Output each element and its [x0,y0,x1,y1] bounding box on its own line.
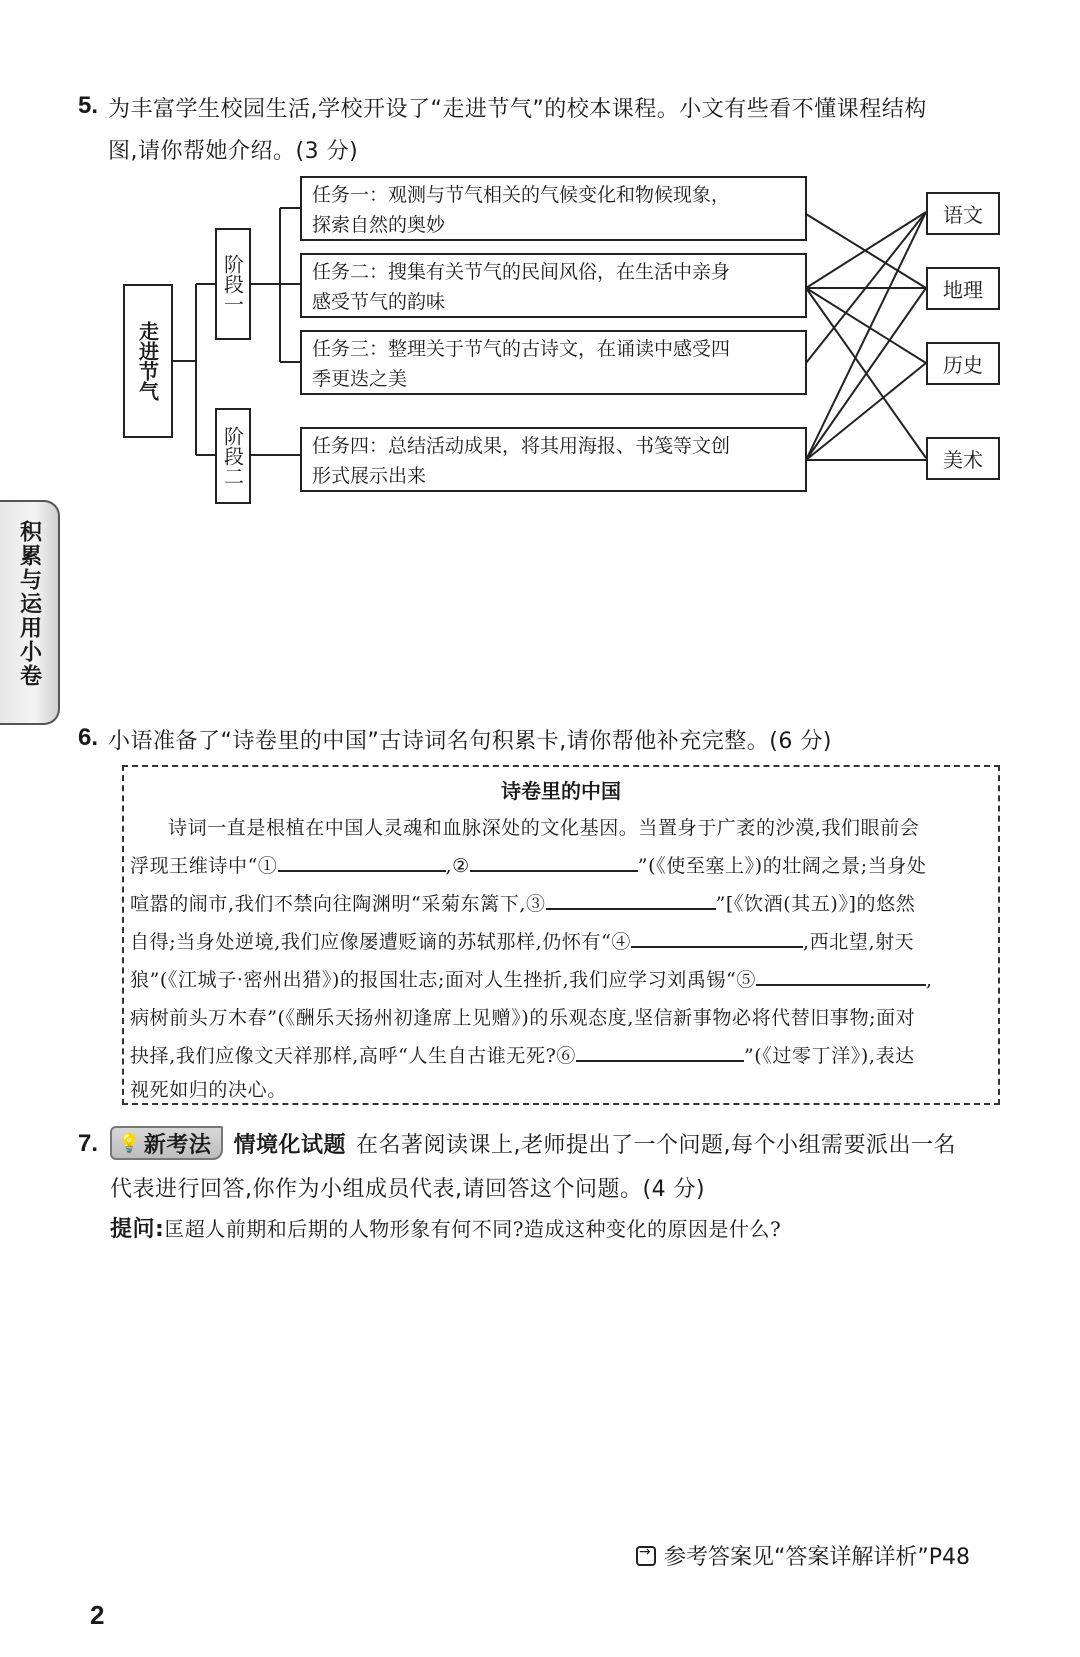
card-line-2 [130,851,927,878]
q7-text-line2: 代表进行回答,你作为小组成员代表,请回答这个问题。(4 分) [110,1177,706,1202]
card-text: , [925,969,933,991]
card-line-6 [130,1003,915,1030]
blank-3-input[interactable] [546,890,716,910]
card-text: ,西北望,射天 [803,931,915,953]
badge-label: 新考法 [143,1132,212,1158]
diagram-subject-chinese: 语文 [926,192,1000,235]
answer-reference [636,1540,970,1571]
diagram-stage-1-node: 阶段一 [215,228,251,340]
card-title: 诗卷里的中国 [501,779,621,803]
card-text: ,② [445,855,470,877]
answer-reference-text: 参考答案见“答案详解详析”P48 [663,1545,970,1570]
section-side-tab-label: 积累与运用小卷 [16,520,42,688]
diagram-task-1 [300,176,807,241]
diagram-task-4 [300,427,807,492]
q7-prompt-text: 匡超人前期和后期的人物形象有何不同?造成这种变化的原因是什么? [164,1217,782,1241]
card-text: 喧嚣的闹市,我们不禁向往陶渊明“采菊东篱下,③ [130,893,546,915]
blank-1-input[interactable] [278,852,446,872]
q7-prompt-label: 提问: [110,1217,165,1242]
diagram-subject-art: 美术 [926,437,1000,480]
card-line-7 [130,1041,915,1068]
poetry-accumulation-card [122,765,1000,1105]
task-4-line1: 任务四：总结活动成果，将其用海报、书笺等文创 [312,435,731,457]
card-line-8 [130,1075,287,1102]
card-text: 诗词一直是根植在中国人灵魂和血脉深处的文化基因。当置身于广袤的沙漠,我们眼前会 [168,817,920,839]
card-text: 自得;当身处逆境,我们应像屡遭贬谪的苏轼那样,仍怀有“④ [130,931,631,953]
task-3-line2: 季更迭之美 [312,368,408,390]
blank-6-input[interactable] [576,1042,744,1062]
page-number: 2 [90,1600,105,1630]
card-text: ”(《使至塞上》)的壮阔之景;当身处 [637,855,927,877]
card-text: 浮现王维诗中“① [130,855,278,877]
card-line-5 [130,965,933,992]
card-text: 狼”(《江城子·密州出猎》)的报国壮志;面对人生挫折,我们应学习刘禹锡“⑤ [130,969,756,991]
diagram-task-3 [300,330,807,395]
card-text: 视死如归的决心。 [130,1079,287,1101]
diagram-subject-geography: 地理 [926,267,1000,310]
task-2-line1: 任务二：搜集有关节气的民间风俗，在生活中亲身 [312,261,731,283]
new-exam-method-badge [110,1126,223,1160]
q7-line1 [110,1126,956,1160]
diagram-root-node: 走进节气 [123,284,173,438]
lightbulb-icon: 💡 [118,1132,141,1154]
q7-text-line1: 在名著阅读课上,老师提出了一个问题,每个小组需要派出一名 [355,1132,956,1158]
q5-text-line1: 为丰富学生校园生活,学校开设了“走进节气”的校本课程。小文有些看不懂课程结构 [108,97,927,122]
card-text: ”(《过零丁洋》),表达 [743,1045,915,1067]
card-text: 病树前头万木春”(《酬乐天扬州初逢席上见赠》)的乐观态度,坚信新事物必将代替旧事物;面对 [130,1007,916,1029]
q5-text-line2: 图,请你帮她介绍。(3 分) [108,139,359,164]
answer-reference-icon [636,1546,656,1566]
q7-number: 7. [78,1130,99,1157]
card-line-4 [130,927,914,954]
diagram-task-2 [300,253,807,318]
q6-text: 小语准备了“诗卷里的中国”古诗词名句积累卡,请你帮他补充完整。(6 分) [108,729,832,754]
blank-4-input[interactable] [631,928,803,948]
task-1-line2: 探索自然的奥妙 [312,214,446,236]
blank-2-input[interactable] [470,852,638,872]
q7-prompt [110,1212,781,1243]
diagram-stage-2-node: 阶段二 [215,408,251,504]
card-line-3 [130,889,915,916]
card-line-1 [130,813,919,840]
card-text: 抉择,我们应像文天祥那样,高呼“人生自古谁无死?⑥ [130,1045,576,1067]
q5-number: 5. [78,92,99,119]
blank-5-input[interactable] [756,966,926,986]
q6-number: 6. [78,724,99,751]
card-text: ”[《饮酒(其五)》]的悠然 [715,893,916,915]
section-side-tab [0,500,60,725]
task-4-line2: 形式展示出来 [312,465,427,487]
q7-tag: 情境化试题 [233,1132,346,1158]
task-2-line2: 感受节气的韵味 [312,291,446,313]
task-3-line1: 任务三：整理关于节气的古诗文，在诵读中感受四 [312,338,731,360]
diagram-subject-history: 历史 [926,342,1000,385]
task-1-line1: 任务一：观测与节气相关的气候变化和物候现象， [312,184,731,206]
